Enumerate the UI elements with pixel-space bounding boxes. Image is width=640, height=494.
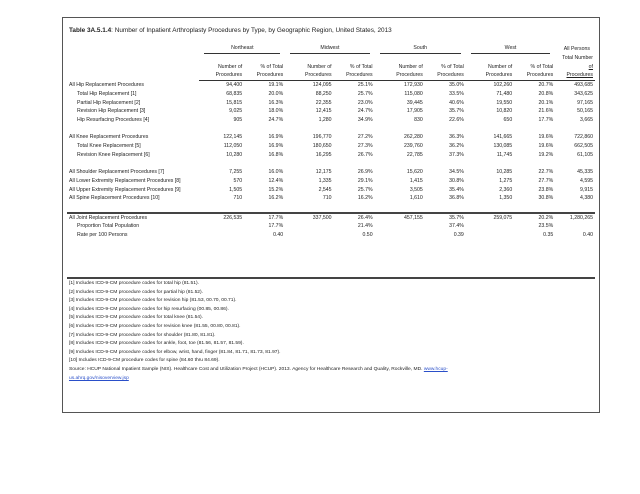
row-label: Rate per 100 Persons (77, 232, 128, 239)
region-header-row (67, 44, 595, 54)
table-cell: 27.2% (357, 134, 373, 141)
table-cell: 88,250 (315, 90, 332, 97)
table-cell: 23.8% (538, 186, 554, 193)
table-cell: 141,665 (493, 134, 513, 141)
col-number-header: Procedures (375, 71, 425, 80)
table-cell: 19.1% (268, 82, 284, 89)
table-cell: 710 (233, 195, 243, 202)
row-label: All Upper Extremity Replacement Procedures [9] (69, 186, 181, 193)
table-cell: 262,280 (404, 134, 423, 141)
footnotes (69, 280, 448, 383)
table-title-text: : Number of Inpatient Arthroplasty Procedures by Type, by Geographic Region, United States, 2013 (111, 27, 392, 34)
table-cell: 239,760 (404, 143, 423, 150)
table-cell: 102,260 (493, 82, 513, 89)
table-row (67, 133, 595, 142)
row-label: Hip Resurfacing Procedures [4] (77, 116, 150, 123)
row-label: All Spine Replacement Procedures [10] (69, 195, 160, 202)
row-label: All Lower Extremity Replacement Procedures [8] (69, 177, 181, 184)
table-cell: 29.1% (357, 177, 373, 184)
table-cell: 226,535 (199, 213, 244, 223)
table-cell: 16.9% (268, 134, 284, 141)
table-cell: 650 (503, 116, 513, 123)
table-cell (285, 222, 333, 231)
footnote: [1] Includes ICD-9-CM procedure codes for total hip (81.51). (69, 281, 199, 286)
table-cell: 22.7% (538, 169, 554, 176)
table-cell: 16,295 (315, 151, 332, 158)
table-cell: 33.5% (449, 90, 464, 97)
source-note-cont (69, 375, 448, 384)
col-number-header: Number of (487, 63, 513, 70)
table-cell: 1,350 (499, 195, 513, 202)
subheader-row-3 (67, 71, 595, 80)
table-cell: 27.7% (538, 177, 554, 184)
table-cell: 9,025 (229, 108, 243, 115)
table-cell: 71,480 (496, 90, 513, 97)
col-pct-header: % of Total (349, 63, 373, 70)
table-cell: 2,360 (499, 186, 513, 193)
table-cell (466, 231, 514, 240)
total-header-b: of (588, 63, 593, 70)
table-cell: 94,400 (226, 82, 243, 89)
table-cell: 1,335 (318, 177, 332, 184)
table-cell: 30.8% (538, 195, 554, 202)
spacer-row (67, 203, 595, 213)
table-cell: 22,785 (406, 151, 423, 158)
table-cell: 11,745 (496, 151, 513, 158)
table-cell: 9,915 (580, 186, 593, 193)
table-cell: 16.2% (268, 195, 284, 202)
footnote: [3] Includes ICD-9-CM procedure codes for revision hip (81.53, 00.70, 00.71). (69, 298, 237, 304)
table-cell: 20.7% (538, 82, 554, 89)
table-cell: 3,505 (409, 186, 423, 193)
table-cell: 20.8% (538, 90, 554, 97)
table-cell: 34.5% (449, 169, 464, 176)
row-label: Revision Knee Replacement [6] (77, 151, 150, 158)
table-cell: 27.3% (357, 143, 373, 150)
region-south: South (375, 44, 466, 54)
table-cell: 1,275 (499, 177, 513, 184)
table-cell: 662,505 (574, 143, 593, 150)
notes-divider (67, 277, 595, 279)
table-cell: 196,770 (312, 134, 332, 141)
table-cell: 0.40 (582, 232, 593, 239)
table-cell: 26.4% (334, 213, 375, 223)
table-cell: 50,165 (577, 108, 593, 115)
table-cell: 16.9% (268, 143, 284, 150)
data-table (67, 44, 595, 240)
table-cell: 19.6% (538, 134, 554, 141)
table-cell: 35.4% (449, 186, 464, 193)
table-cell: 570 (233, 177, 243, 184)
table-cell (375, 231, 425, 240)
total-header-a: Total Number (562, 55, 593, 61)
table-row (67, 194, 595, 203)
table-cell: 25.1% (357, 82, 373, 89)
table-cell: 1,505 (229, 186, 243, 193)
table-cell: 0.39 (453, 232, 464, 239)
table-cell: 722,860 (574, 134, 593, 141)
col-number-header: Number of (307, 63, 332, 70)
table-row (67, 213, 595, 223)
table-cell: 16.8% (268, 151, 284, 158)
table-cell: 905 (233, 116, 243, 123)
spacer-row (67, 159, 595, 168)
table-cell: 4,595 (580, 177, 593, 184)
table-title (69, 27, 392, 34)
footnote: [10] Includes ICD-9-CM procedure codes for spine (84.60 thru 84.69). (69, 358, 220, 364)
table-cell: 45,335 (577, 169, 593, 176)
row-label: All Joint Replacement Procedures (67, 213, 199, 223)
table-cell: 112,050 (223, 143, 243, 150)
table-row (67, 142, 595, 151)
table-cell: 10,280 (226, 151, 243, 158)
row-label: Revision Hip Replacement [3] (77, 108, 146, 115)
footnote: [8] Includes ICD-9-CM procedure codes for ankle, foot, toe (81.56, 81.57, 81.59). (69, 341, 244, 347)
table-cell: 12,415 (315, 108, 332, 115)
table-cell: 1,280 (318, 116, 332, 123)
col-pct-header: % of Total (530, 63, 554, 70)
table-cell: 180,650 (312, 143, 332, 150)
table-cell: 15.2% (268, 186, 284, 193)
table-cell: 17.7% (268, 223, 284, 230)
table-cell: 21.6% (538, 108, 554, 115)
table-cell: 115,080 (404, 90, 423, 97)
subheader-row-2 (67, 63, 595, 72)
table-cell: 2,545 (318, 186, 332, 193)
table-row (67, 177, 595, 186)
table-row (67, 151, 595, 160)
table-cell (375, 222, 425, 231)
table-cell: 0.50 (362, 232, 373, 239)
table-cell (466, 222, 514, 231)
region-midwest: Midwest (285, 44, 374, 54)
table-cell: 0.40 (273, 232, 284, 239)
table-cell: 457,155 (375, 213, 425, 223)
table-cell: 24.7% (268, 116, 284, 123)
table-cell: 0.35 (543, 232, 554, 239)
table-cell: 37.4% (449, 223, 464, 230)
table-row (67, 107, 595, 116)
table-cell: 19.2% (538, 151, 554, 158)
row-label: Proportion Total Population (77, 223, 140, 230)
table-cell: 1,415 (409, 177, 423, 184)
table-cell: 259,075 (466, 213, 514, 223)
col-number-header: Number of (398, 63, 423, 70)
table-cell: 20.1% (538, 99, 554, 106)
table-cell: 40.6% (449, 99, 464, 106)
table-cell (199, 231, 244, 240)
col-number-header: Procedures (466, 71, 514, 80)
table-cell: 830 (414, 116, 423, 123)
table-cell: 20.0% (268, 90, 284, 97)
spacer-row (67, 125, 595, 134)
source-link-cont[interactable]: us.ahrq.gov/nisoverview.jsp (69, 375, 129, 381)
table-cell: 16.3% (268, 99, 284, 106)
source-text: Source: HCUP National Inpatient Sample (NIS). Healthcare Cost and Utilization Project (HCUP). 2013. Agency for Healthcare Research and Quality, Rockville, MD. (69, 366, 424, 372)
table-cell: 20.2% (514, 213, 555, 223)
table-cell: 122,145 (223, 134, 243, 141)
table-cell: 36.2% (449, 143, 464, 150)
table-cell: 25.7% (357, 186, 373, 193)
table-cell: 68,835 (226, 90, 243, 97)
table-row (67, 222, 595, 231)
table-cell: 19,550 (496, 99, 513, 106)
table-cell: 19.6% (538, 143, 554, 150)
table-cell: 17.7% (244, 213, 285, 223)
region-northeast: Northeast (199, 44, 285, 54)
table-row (67, 168, 595, 177)
table-cell: 39,445 (406, 99, 423, 106)
table-cell: 23.5% (538, 223, 554, 230)
source-link[interactable]: www.hcup- (423, 366, 448, 372)
table-cell: 343,625 (574, 90, 593, 97)
col-pct-header: % of Total (260, 63, 284, 70)
row-label: Total Knee Replacement [5] (77, 143, 141, 150)
table-cell: 23.0% (357, 99, 373, 106)
region-west: West (466, 44, 555, 54)
table-cell (555, 222, 595, 231)
footnote: [2] Includes ICD-9-CM procedure codes for partial hip (81.52). (69, 289, 204, 295)
col-pct-header: Procedures (244, 71, 285, 80)
table-cell: 172,930 (404, 82, 423, 89)
table-cell: 1,280,265 (555, 213, 595, 223)
table-number: Table 3A.5.1.4 (69, 27, 112, 34)
table-cell: 10,820 (496, 108, 513, 115)
row-label: Partial Hip Replacement [2] (77, 99, 141, 106)
table-cell: 1,610 (409, 195, 423, 202)
col-number-header: Procedures (199, 71, 244, 80)
table-row (67, 116, 595, 125)
table-cell: 36.8% (449, 195, 464, 202)
table-cell: 16.2% (357, 195, 373, 202)
table-cell: 34.9% (357, 116, 373, 123)
row-label: All Shoulder Replacement Procedures [7] (69, 169, 165, 176)
col-number-header: Number of (217, 63, 243, 70)
table-cell: 4,380 (580, 195, 593, 202)
table-cell: 25.7% (357, 90, 373, 97)
table-cell: 26.9% (357, 169, 373, 176)
table-cell: 12.4% (268, 177, 284, 184)
footnote: [6] Includes ICD-9-CM procedure codes for revision knee (81.55, 00.80, 00.81). (69, 323, 241, 329)
table-cell: 37.3% (449, 151, 464, 158)
row-label: All Hip Replacement Procedures (69, 81, 144, 88)
table-cell: 26.7% (357, 151, 373, 158)
table-cell: 710 (322, 195, 332, 202)
footnote: [9] Includes ICD-9-CM procedure codes for elbow, wrist, hand, finger (81.84, 81.71, 81.73, 81.97). (69, 349, 281, 355)
table-frame (62, 17, 600, 413)
table-cell: 10,285 (496, 169, 513, 176)
total-header-c: Procedures (555, 71, 595, 80)
row-label: All Knee Replacement Procedures (69, 134, 149, 141)
source-note (69, 366, 448, 375)
table-cell (285, 231, 333, 240)
table-row (67, 186, 595, 195)
region-all-persons: All Persons (563, 45, 590, 52)
table-cell: 22,355 (315, 99, 332, 106)
table-cell: 130,085 (493, 143, 513, 150)
table-cell: 337,500 (285, 213, 333, 223)
row-label: Total Hip Replacement [1] (77, 90, 137, 97)
table-cell: 24.7% (357, 108, 373, 115)
table-cell: 18.0% (268, 108, 284, 115)
table-cell: 61,105 (577, 151, 593, 158)
table-cell: 17.7% (538, 116, 554, 123)
col-pct-header: Procedures (425, 71, 466, 80)
col-pct-header: Procedures (514, 71, 555, 80)
table-cell: 493,685 (574, 82, 593, 89)
table-row (67, 90, 595, 99)
table-cell: 3,665 (580, 116, 593, 123)
table-cell: 21.4% (357, 223, 373, 230)
footnote: [5] Includes ICD-9-CM procedure codes for total knee (81.54). (69, 315, 204, 321)
table-cell: 124,095 (312, 82, 332, 89)
table-cell: 17,905 (406, 108, 423, 115)
table-cell: 36.3% (449, 134, 464, 141)
table-cell: 15,620 (406, 169, 423, 176)
footnote: [7] Includes ICD-9-CM procedure codes for shoulder (81.80, 81.81). (69, 332, 216, 338)
table-cell (199, 222, 244, 231)
table-row (67, 81, 595, 90)
table-cell: 35.7% (425, 213, 466, 223)
table-cell: 15,815 (226, 99, 243, 106)
table-row (67, 99, 595, 108)
table-cell: 35.7% (449, 108, 464, 115)
table-row (67, 231, 595, 240)
table-cell: 97,165 (577, 99, 593, 106)
col-number-header: Procedures (285, 71, 333, 80)
table-cell: 16.0% (268, 169, 284, 176)
col-pct-header: % of Total (441, 63, 464, 70)
subheader-row-1 (67, 54, 595, 63)
table-cell: 30.8% (449, 177, 464, 184)
table-cell: 22.6% (449, 116, 464, 123)
col-pct-header: Procedures (334, 71, 375, 80)
table-cell: 12,175 (315, 169, 332, 176)
table-cell: 7,255 (229, 169, 243, 176)
table-cell: 35.0% (449, 82, 464, 89)
footnote: [4] Includes ICD-9-CM procedure codes for hip resurfacing (00.85, 00.86). (69, 306, 229, 312)
